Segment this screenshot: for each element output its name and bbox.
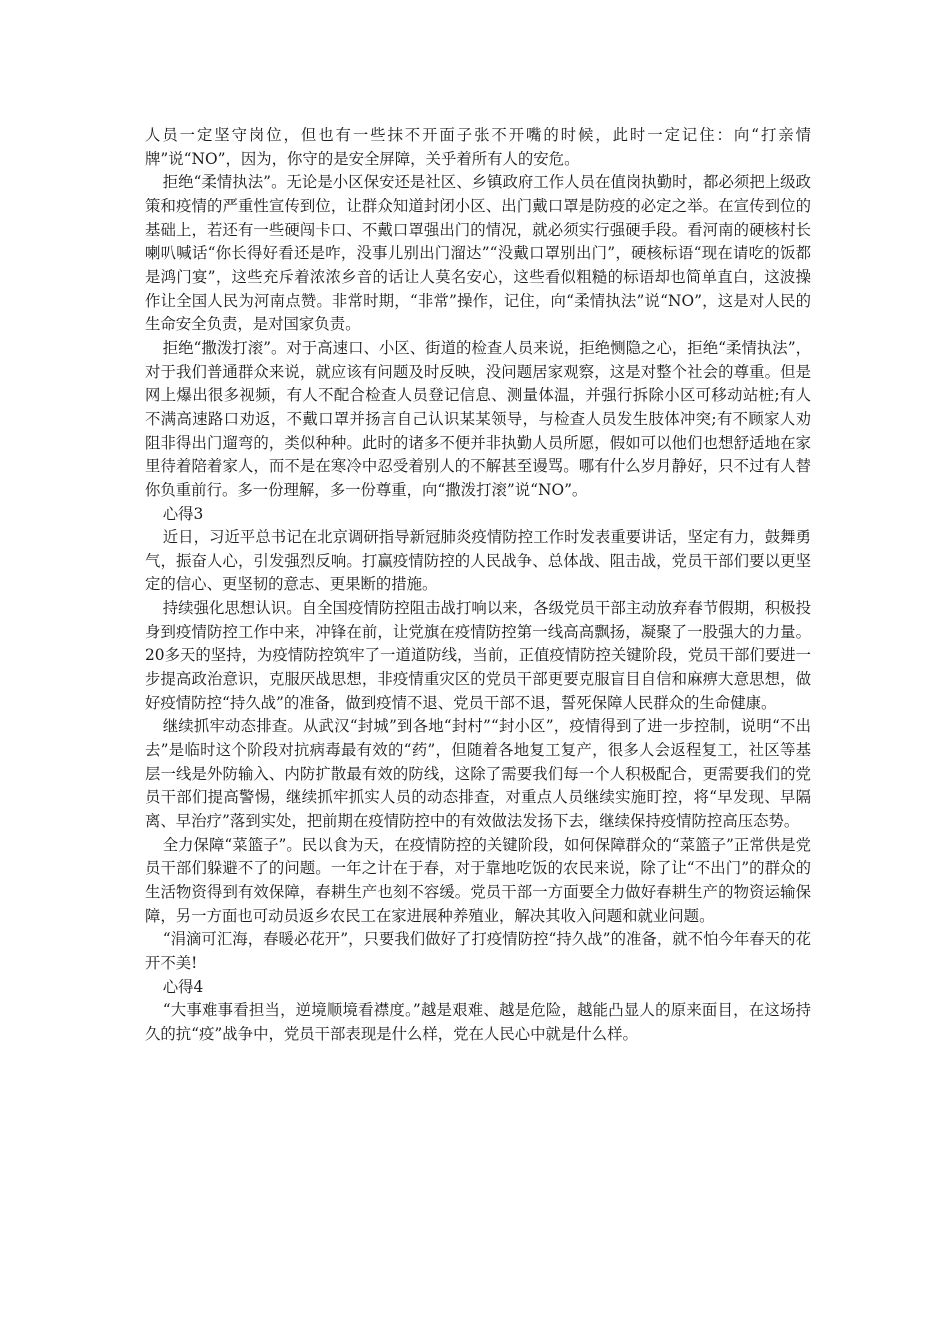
- paragraph-reject-soft-enforcement: 拒绝“柔情执法”。无论是小区保安还是社区、乡镇政府工作人员在值岗执勤时，都必须把上级政策和疫情的严重性宣传到位，让群众知道封闭小区、出门戴口罩是防疫的必定之举。在宣传到位的基础上，若还有一些硬闯卡口、不戴口罩强出门的情况，就必须实行强硬手段。看河南的硬核村长喇叭喊话“你长得好看还是咋，没事儿别出门溜达”“没戴口罩别出门”，硬核标语“现在请吃的饭都是鸿门宴”，这些充斥着浓浓乡音的话让人莫名安心，这些看似粗糙的标语却也简单直白，这波操作让全国人民为河南点赞。非常时期，“非常”操作，记住，向“柔情执法”说“NO”，这是对人民的生命安全负责，是对国家负责。: [145, 173, 811, 334]
- section-heading-4: 心得4: [162, 977, 204, 996]
- paragraph-intro-4: “大事难事看担当，逆境顺境看襟度。”越是艰难、越是危险，越能凸显人的原来面目，在这场持久的抗“疫”战争中，党员干部表现是什么样，党在人民心中就是什么样。: [145, 1001, 811, 1043]
- paragraph-vegetable-basket: 全力保障“菜篮子”。民以食为天，在疫情防控的关键阶段，如何保障群众的“菜篮子”正常供是党员干部们躲避不了的问题。一年之计在于春，对于靠地吃饭的农民来说，除了让“不出门”的群众的生活物资得到有效保障，春耕生产也刻不容缓。党员干部一方面要全力做好春耕生产的物资运输保障，另一方面也可动员返乡农民工在家进展种养殖业，解决其收入问题和就业问题。: [145, 835, 811, 925]
- paragraph-strengthen-thinking: 持续强化思想认识。自全国疫情防控阻击战打响以来，各级党员干部主动放弃春节假期，积极投身到疫情防控工作中来，冲锋在前，让党旗在疫情防控第一线高高飘扬，凝聚了一股强大的力量。20多天的坚持，为疫情防控筑牢了一道道防线，当前，正值疫情防控关键阶段，党员干部们要进一步提高政治意识，克服厌战思想，非疫情重灾区的党员干部更要克服盲目自信和麻痹大意思想，做好疫情防控“持久战”的准备，做到疫情不退、党员干部不退，誓死保障人民群众的生命健康。: [145, 599, 811, 712]
- section-heading-3: 心得3: [162, 504, 204, 523]
- paragraph-intro-3: 近日，习近平总书记在北京调研指导新冠肺炎疫情防控工作时发表重要讲话，坚定有力，鼓舞勇气，振奋人心，引发强烈反响。打赢疫情防控的人民战争、总体战、阻击战，党员干部们要以更坚定的信心、更坚韧的意志、更果断的措施。: [145, 528, 811, 594]
- paragraph-dynamic-screening: 继续抓牢动态排查。从武汉“封城”到各地“封村”“封小区”，疫情得到了进一步控制，说明“不出去”是临时这个阶段对抗病毒最有效的“药”，但随着各地复工复产，很多人会返程复工，社区等基层一线是外防输入、内防扩散最有效的防线，这除了需要我们每一个人积极配合，更需要我们的党员干部们提高警惕，继续抓牢抓实人员的动态排查，对重点人员继续实施盯控，将“早发现、早隔离、早治疗”落到实处，把前期在疫情防控中的有效做法发扬下去，继续保持疫情防控高压态势。: [145, 717, 811, 831]
- paragraph-conclusion-3: “涓滴可汇海，春暖必花开”，只要我们做好了打疫情防控“持久战”的准备，就不怕今年春天的花开不美!: [145, 930, 811, 972]
- paragraph-continued: 人员一定坚守岗位，但也有一些抹不开面子张不开嘴的时候，此时一定记住：向“打亲情牌”说“NO”，因为，你守的是安全屏障，关乎着所有人的安危。: [145, 126, 811, 168]
- document-body: [145, 124, 811, 1047]
- paragraph-reject-tantrums: 拒绝“撒泼打滚”。对于高速口、小区、街道的检查人员来说，拒绝恻隐之心，拒绝“柔情执法”，对于我们普通群众来说，就应该有问题及时反映，没问题居家观察，这是对整个社会的尊重。但是网上爆出很多视频，有人不配合检查人员登记信息、测量体温，并强行拆除小区可移动站桩;有人不满高速路口劝返，不戴口罩并扬言自己认识某某领导，与检查人员发生肢体冲突;有不顾家人劝阻非得出门遛弯的，类似种种。此时的诸多不便并非执勤人员所愿，假如可以他们也想舒适地在家里待着陪着家人，而不是在寒冷中忍受着别人的不解甚至谩骂。哪有什么岁月静好，只不过有人替你负重前行。多一份理解，多一份尊重，向“撒泼打滚”说“NO”。: [145, 338, 811, 499]
